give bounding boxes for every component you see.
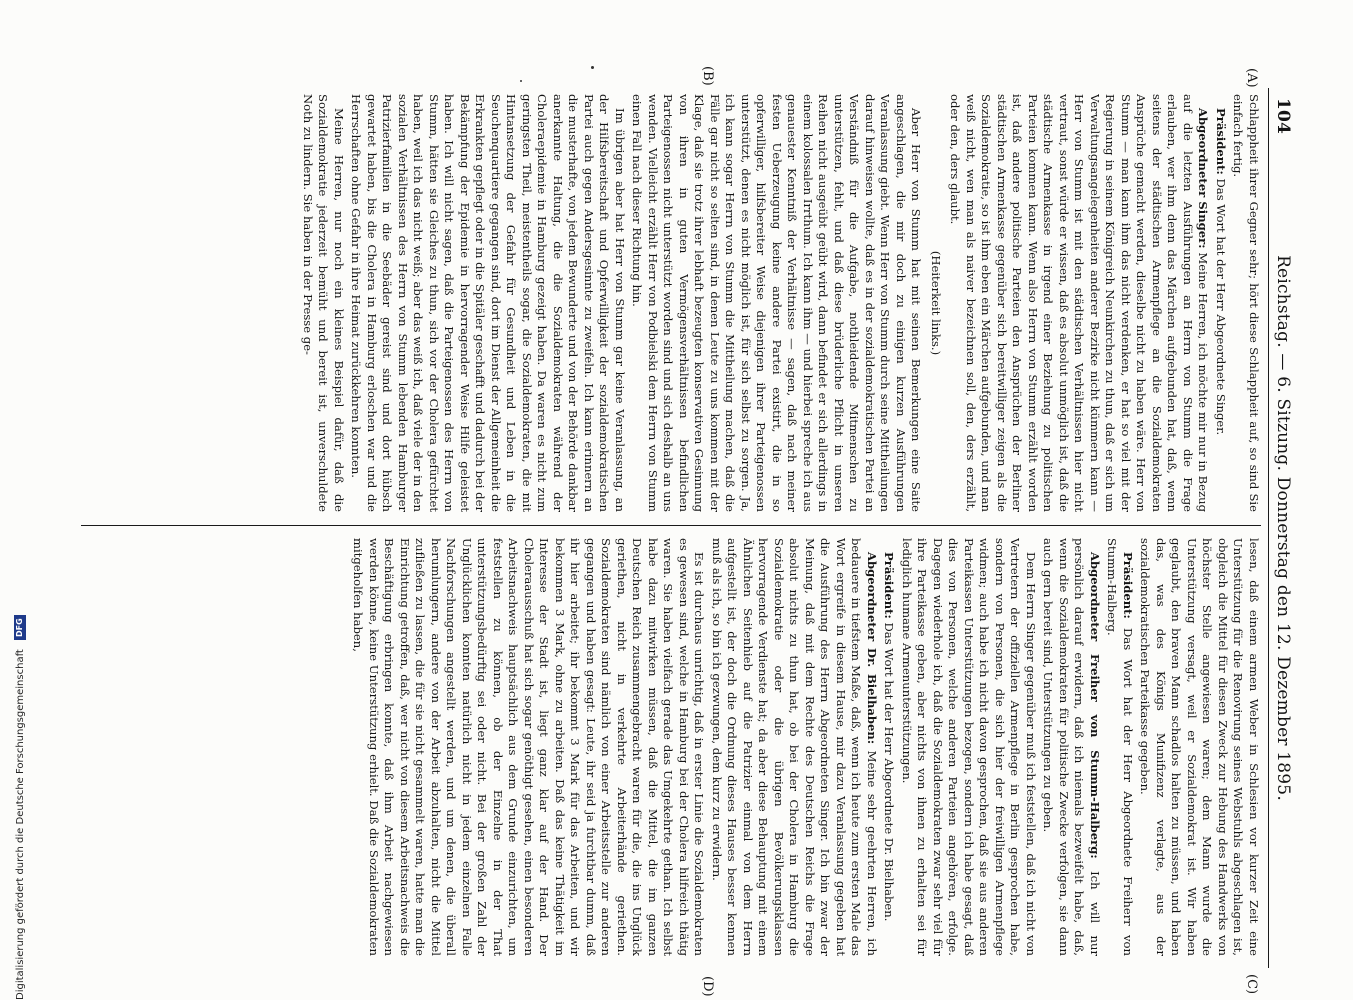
speaker-label: Abgeordneter Dr. Bielhaben: (865, 552, 879, 745)
scan-speck (591, 66, 594, 69)
page-header (1268, 88, 1295, 968)
scan-speck (520, 80, 522, 82)
paragraph: Im übrigen aber hat Herr von Stumm gar keine Veranlassung, an der Hilfsbereitschaft und Opferwilligkeit der sozialdemokratischen Partei auch gegen Andersgesinnte zu zweifeln. Ich kann erinnern an die musterhafte, von jedem Bewunderte und von der Behörde dankbar anerkannte Haltung, die die Sozialdemokraten während der Choleraepidemie in Hamburg gezeigt haben. Da waren es nicht zum geringsten Theil, meistentheils sogar, die Sozialdemokraten, die mit Hintansetzung der Gefahr für Gesundheit und Leben in die Seuchenquartiere gegangen sind, dort im Dienst der Allgemeinheit die Erkrankten gepflegt oder in die Spitäler geschafft und dadurch bei der Bekämpfung der Epidemie in hervorragender Weise Hilfe geleistet haben. Ich will nicht sagen, daß die Parteigenossen des Herrn von Stumm, hätten sie Gleiches zu thun, sich vor der Cholera gefürchtet haben, weil ich das nicht weiß; aber das weiß ich, daß viele der in den sozialen Verhältnissen des Herrn von Stumm lebenden Hamburger Patrizierfamilien in die Seebäder gereist sind und dort hübsch gewartet haben, bis die Cholera in Hamburg erloschen war und die Herrschaften ohne Gefahr in ihre Heimat zurückkehren konnten. (349, 94, 627, 512)
rotated-page-content (70, 66, 1295, 997)
paragraph: Dem Herrn Singer gegenüber muß ich feststellen, daß ich nicht von Vertretern der offiziellen Armenpflege in Berlin gesprochen habe, sondern von Personen, die sich hier der freiwilligen Armenpflege widmen; auch habe ich nicht davon gesprochen, daß sie aus anderen Parteikassen Unterstützungen bezogen, sondern ich habe gesagt, daß dies von Personen, welche anderen Parteien angehören, erfolge. Dagegen wiederhole ich, daß die Sozialdemokraten zwar sehr viel für ihre Parteikasse geben, aber nichts von ihnen zu erhalten sei für lediglich humane Armenunterstützungen. (900, 538, 1038, 956)
margin-mark-c: (C) (1244, 974, 1259, 995)
paragraph-text: Meine sehr geehrten Herren, ich bedauere in tiefstem Maße, daß, wenn ich heute zum ersten Male das Wort ergreife in diesem Hause, mir dazu Veranlassung gegeben hat die Ausführung des Herrn Abgeordneten Singer. Ich bin zwar der Meinung, daß mit dem Rechte des Deutschen Reichs die Frage absolut nichts zu thun hat, ob bei der Cholera in Hamburg die Sozialdemokratie oder die übrigen Bevölkerungsklassen hervorragende Verdienste hat; da aber diese Behauptung mit einem Ähnlichen Seitenhieb auf die Patrizier einmal von dem Herrn aufgestellt ist, der doch die Ordnung dieses Hauses besser kennen muß als ich, so bin ich gezwungen, dem kurz zu erwidern. (710, 538, 879, 956)
margin-mark-b: (B) (700, 66, 715, 86)
paragraph-text: Das Wort hat der Herr Abgeordnete Dr. Bielhaben. (882, 622, 897, 922)
page-number: 104 (1273, 98, 1293, 135)
margin-mark-d: (D) (700, 976, 715, 997)
paragraph: Es ist durchaus unrichtig, daß in erster Linie die Sozialdemokraten es gewesen sind, welche in Hamburg bei der Cholera hilfreich thätig waren. Sie haben vielfach gerade das Umgekehrte gethan. Ich selbst habe dazu mitwirken müssen, daß die Mittel, die im ganzen Deutschen Reich zusammengebracht waren für die, die ins Unglück geriethen, nicht in verkehrte Arbeiterhände geriethen. Sozialdemokraten sind nämlich von einer Arbeitsstelle zur anderen gegangen und haben gesagt: Leute, ihr seid ja furchtbar dumm, daß ihr hier arbeitet; ihr bekommt 3 Mark für das Arbeiten, und wir bekommen 3 Mark, ohne zu arbeiten. Daß das keine Thätigkeit im Interesse der Stadt ist, liegt ganz klar auf der Hand. Der Choleraausschuß hat sich sogar genöthigt gesehen, einen besonderen Arbeitsnachweis hauptsächlich aus dem Grunde einzurichten, um feststellen zu können, ob der Einzelne in der That unterstützungsbedürftig sei oder nicht. Bei der großen Zahl der Unglücklichen konnten natürlich nicht in jedem einzelnen Falle Nachforschungen angestellt werden, und um denen, die überall herumlungern, andere von der Arbeit abzuhalten, nicht die Mittel zufließen zu lassen, die für sie nicht gesammelt waren, hatte man die Einrichtung getroffen, daß, wer nicht von diesem Arbeitsnachweis die Beschäftigung erbringen konnte, daß ihm Arbeit nachgewiesen werden könne, keine Unterstützung erhielt. Daß die Sozialdemokraten mitgeholfen haben, (351, 538, 707, 956)
speaker-label: Präsident: (1214, 108, 1228, 175)
digitization-credit (14, 0, 28, 1000)
paragraph: lesen, daß einem armen Weber in Schlesien vor kurzer Zeit eine Unterstützung für die Renovirung seines Webstuhls abgeschlagen ist, obgleich die Mittel für diesen Zweck zur Hebung des Handwerks von höchster Stelle angewiesen waren; dem Mann wurde die Unterstützung versagt, weil er Sozialdemokrat ist. Wir haben geglaubt, den braven Mann schadlos halten zu müssen, und haben das, was des Königs Munifizenz verlagte, aus der sozialdemokratischen Parteikasse gegeben. (1138, 538, 1261, 956)
paragraph (947, 94, 1211, 512)
credit-text: Digitalisierung gefördert durch die Deutsche Forschungsgemeinschaft (15, 649, 26, 1000)
speaker-label: Präsident: (1121, 552, 1135, 619)
left-column (81, 94, 1261, 512)
paragraph: Schlappheit ihrer Gegner sehr; hört diese Schlappheit auf, so sind Sie einfach fertig. (1231, 94, 1261, 512)
right-column (81, 538, 1261, 956)
paragraph (1040, 538, 1102, 956)
margin-mark-a: (A) (1244, 68, 1259, 88)
speaker-label: Präsident: (882, 552, 897, 619)
paragraph: Meine Herren, nur noch ein kleines Beispiel dafür, daß die Sozialdemokratie jederzeit bemüht und bereit ist, unverschuldete Noth zu lindern. Sie haben in der Presse ge- (301, 94, 346, 512)
stage-direction: (Heiterkeit links.) (929, 250, 943, 356)
speaker-label: Abgeordneter Singer: (1196, 108, 1211, 249)
dfg-logo: DFG (14, 615, 26, 640)
speaker-label: Abgeordneter Freiher von Stumm-Halberg: (1088, 552, 1102, 859)
paragraph-text: Das Wort hat der Herr Abgeordnete Singer. (1214, 178, 1228, 436)
paragraph-text: Ich will nur persönlich darauf erwidern, daß ich niemals bezweifelt habe, daß, wenn die Sozialdemokraten für politische Zwecke verfolgen, sie dann auch gern bereit sind, Unterstützungen zu geben. (1041, 538, 1102, 956)
paragraph (881, 538, 897, 956)
paragraph-text: Meine Herren, ich möchte mir nur in Bezug auf die letzten Ausführungen an Herrn von Stumm die Frage erlauben, wer ihm denn das Märchen aufgebunden hat, daß, wenn seitens der städtischen Armenpflege an die Sozialdemokraten Ansprüche gemacht werden, dieselbe nicht zu haben wäre. Herr von Stumm — man kann ihm das nicht verdenken, er hat so viel mit der Regierung in seinem Königreich Neunkirchen zu thun, daß er sich um Verwaltungsangelegenheiten anderer Bezirke nicht kümmern kann — Herr von Stumm ist mit den städtischen Verhältnissen hier nicht vertraut, sonst würde er wissen, daß es absolut unmöglich ist, daß die städtische Armenkasse in irgend einer Beziehung zu politischen Parteien kommen kann. Wenn also Herrn von Stumm erzählt worden ist, daß andere politische Parteien den Ansprüchen der Berliner städtischen Armenkasse gegenüber sich bereitwilliger zeigen als die Sozialdemokratie, so ist ihm eben ein Märchen aufgebunden, und man weiß nicht, wen man als naiver bezeichnen soll, den, ders erzählt, oder den, ders glaubt. (948, 94, 1211, 512)
column-divider (81, 525, 1261, 526)
header-title: Reichstag. — 6. Sitzung. Donnerstag den 12. Dezember 1895. (1273, 255, 1293, 801)
paragraph (709, 538, 880, 956)
paragraph (1104, 538, 1135, 956)
paragraph: Aber Herr von Stumm hat mit seinen Bemerkungen eine Saite angeschlagen, die mir doch zu einigen kurzen Ausführungen Veranlassung giebt. Wenn Herr von Stumm durch seine Mittheilungen darauf hinweisen wollte, daß es in der sozialdemokratischen Partei an Verständniß für die Aufgabe, nothleidende Mitmenschen zu unterstützen, fehlt, und daß diese brüderliche Pflicht in unseren Reihen nicht ausgeübt geübt wird, dann befindet er sich allerdings in einem kolossalen Irrthum. Ich kann ihm — und hierbei spreche ich aus genauester Kenntniß der Verhältnisse — sagen, daß nach meiner festen Ueberzeugung keine andere Partei existirt, die in so opferwilliger, hilfsbereiter Weise diejenigen ihrer Parteigenossen unterstützt, denen es nicht möglich ist, für sich selbst zu sorgen. Ja, ich kann sogar Herrn von Stumm die Mittheilung machen, daß die Fälle gar nicht so selten sind, in denen Leute zu uns kommen mit der Klage, daß sie trotz ihrer lebhaft bezeugten konservativen Gesinnung von ihren in guten Vermögensverhältnissen befindlichen Parteigenossen nicht unterstützt worden sind und sich deshalb an uns wenden. Vielleicht erzählt Herr von Podbielski dem Herrn von Stumm einen Fall nach dieser Richtung hin. (630, 94, 924, 512)
paragraph (1213, 94, 1229, 512)
paragraph-text: Das Wort hat der Herr Abgeordnete Freiherr von Stumm-Halberg. (1105, 538, 1135, 956)
